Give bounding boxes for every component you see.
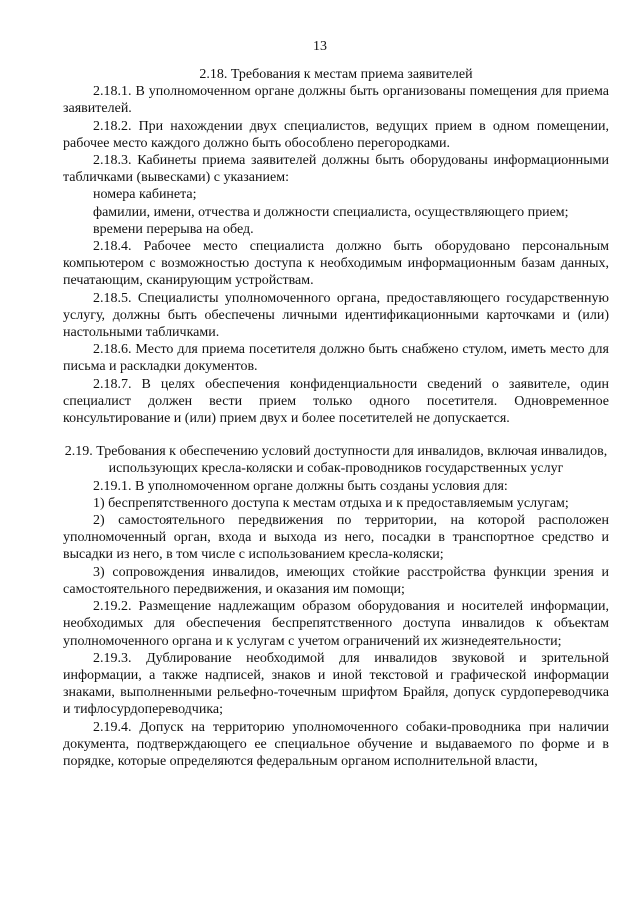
list-item-2: 2) самостоятельного передвижения по территории, на которой расположен уполномоченный орган, входа и выхода из него, посадки в транспортное средство и высадки из него, в том числе с использованием кресла-коляски; bbox=[63, 513, 609, 563]
paragraph-2-18-2: 2.18.2. При нахождении двух специалистов, ведущих прием в одном помещении, рабочее место каждого должно быть обособлено перегородками. bbox=[63, 118, 609, 151]
paragraph-2-18-6: 2.18.6. Место для приема посетителя должно быть снабжено стулом, иметь место для письма и раскладки документов. bbox=[63, 342, 609, 375]
paragraph-2-19-4: 2.19.4. Допуск на территорию уполномоченного собаки-проводника при наличии документа, подтверждающего ее специальное обучение и выдаваемого по форме и в порядке, которые определяются федеральным органом исполнительной власти, bbox=[63, 719, 609, 769]
list-item-lunch-break: времени перерыва на обед. bbox=[93, 221, 254, 237]
section-heading-2-19: 2.19. Требования к обеспечению условий доступности для инвалидов, включая инвалидов, использующих кресла-коляски и собак-проводников государственных услуг bbox=[64, 444, 608, 477]
paragraph-2-19-1: 2.19.1. В уполномоченном органе должны быть созданы условия для: bbox=[93, 478, 508, 494]
list-item-1: 1) беспрепятственного доступа к местам отдыха и к предоставляемым услугам; bbox=[93, 495, 569, 511]
paragraph-2-19-2: 2.19.2. Размещение надлежащим образом оборудования и носителей информации, необходимых для обеспечения беспрепятственного доступа инвалидов к объектам уполномоченного органа и к услугам с учетом ограничений их жизнедеятельности; bbox=[63, 599, 609, 649]
page-number: 13 bbox=[313, 39, 327, 54]
paragraph-2-18-1: 2.18.1. В уполномоченном органе должны быть организованы помещения для приема заявителей. bbox=[63, 84, 609, 117]
list-item-specialist-name: фамилии, имени, отчества и должности специалиста, осуществляющего прием; bbox=[93, 204, 569, 220]
paragraph-2-18-3: 2.18.3. Кабинеты приема заявителей должны быть оборудованы информационными табличками (вывесками) с указанием: bbox=[63, 153, 609, 186]
paragraph-2-18-5: 2.18.5. Специалисты уполномоченного органа, предоставляющего государственную услугу, должны быть обеспечены личными идентификационными карточками и (или) настольными табличками. bbox=[63, 290, 609, 341]
section-heading-2-18: 2.18. Требования к местам приема заявителей bbox=[199, 67, 473, 82]
paragraph-2-18-7: 2.18.7. В целях обеспечения конфиденциальности сведений о заявителе, один специалист должен вести прием только одного посетителя. Одновременное консультирование и (или) прием двух и более посетителей не допускается. bbox=[63, 376, 609, 427]
list-item-room-number: номера кабинета; bbox=[93, 187, 197, 203]
paragraph-2-18-4: 2.18.4. Рабочее место специалиста должно быть оборудовано персональным компьютером с возможностью доступа к необходимым информационным базам данных, печатающим, сканирующим устройствам. bbox=[63, 239, 609, 289]
section-spacer bbox=[63, 427, 609, 443]
document-body bbox=[63, 66, 609, 770]
list-item-3: 3) сопровождения инвалидов, имеющих стойкие расстройства функции зрения и самостоятельного передвижения, и оказания им помощи; bbox=[63, 564, 609, 597]
paragraph-2-19-3: 2.19.3. Дублирование необходимой для инвалидов звуковой и зрительной информации, а также надписей, знаков и иной текстовой и графической информации знаками, выполненными рельефно-точечным шрифтом Брайля, допуск сурдопереводчика и тифлосурдопереводчика; bbox=[63, 650, 609, 718]
